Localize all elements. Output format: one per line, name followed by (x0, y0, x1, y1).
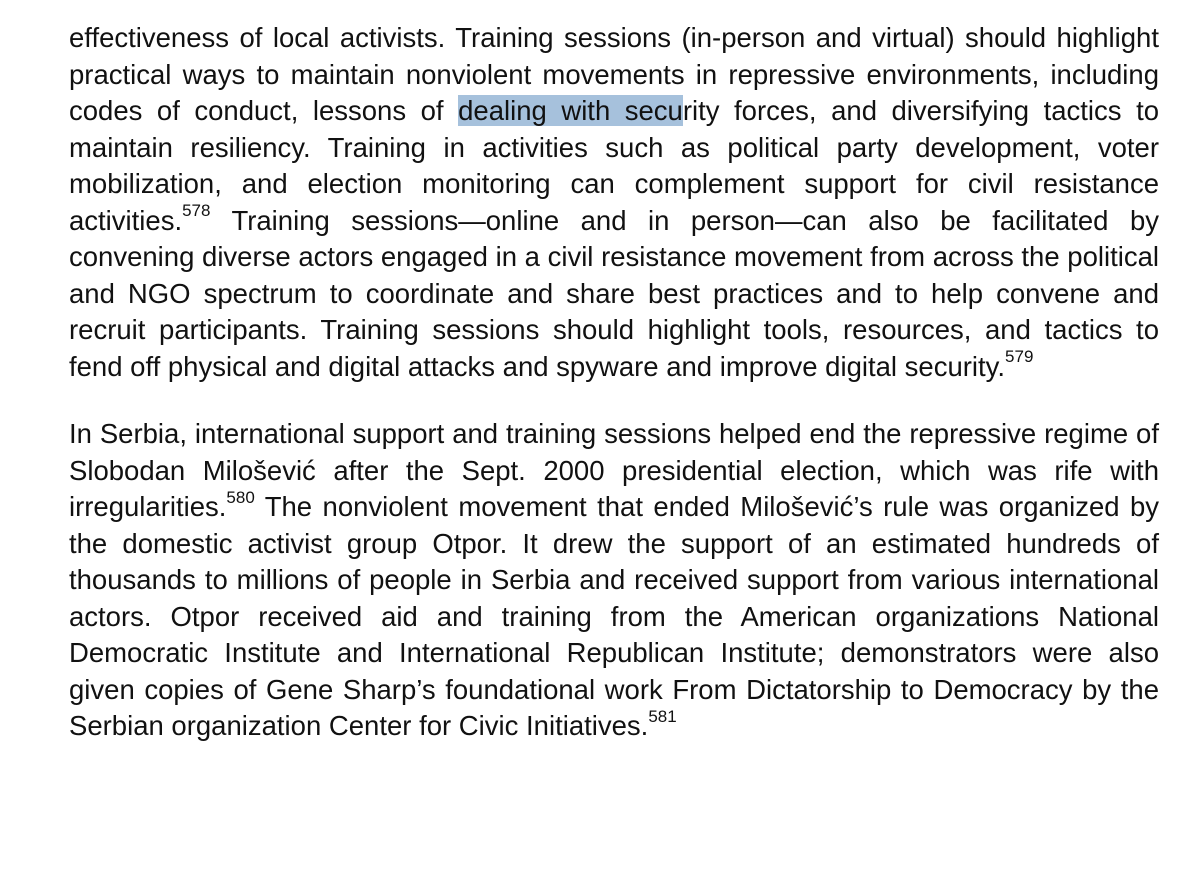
paragraph-serbia (69, 416, 1159, 745)
selected-text[interactable]: dealing with secu (458, 95, 683, 126)
footnote-ref-579[interactable]: 579 (1005, 347, 1034, 367)
text-span: rity forces, and diversifying tactics to maintain resiliency. Training in activities such as political party development, voter mobilization, and election monitoring can complement support for civil resistance activities. (69, 95, 1159, 236)
footnote-ref-578[interactable]: 578 (182, 201, 211, 221)
text-span: The nonviolent movement that ended Milošević’s rule was organized by the domestic activist group Otpor. It drew the support of an estimated hundreds of thousands to millions of people in Serbia and received support from various international actors. Otpor received aid and training from the American organizations National Democratic Institute and International Republican Institute; demonstrators were also given copies of Gene Sharp’s foundational work From Dictatorship to Democracy by the Serbian organization Center for Civic Initiatives. (69, 491, 1159, 741)
text-span: effectiveness of local activists. Training sessions (in-person and virtual) should highlight practical ways to maintain nonviolent movements in repressive environments, including codes of conduct, lessons of (69, 22, 1159, 126)
document-page (69, 20, 1159, 745)
text-span: Training sessions—online and in person—can also be facilitated by convening diverse actors engaged in a civil resistance movement from across the political and NGO spectrum to coordinate and share best practices and to help convene and recruit participants. Training sessions should highlight tools, resources, and tactics to fend off physical and digital attacks and spyware and improve digital security. (69, 204, 1159, 382)
footnote-ref-580[interactable]: 580 (226, 487, 255, 507)
text-span: In Serbia, international support and training sessions helped end the repressive regime of Slobodan Milošević after the Sept. 2000 presidential election, which was rife with irregularities. (69, 418, 1159, 522)
footnote-ref-581[interactable]: 581 (648, 706, 677, 726)
paragraph-training (69, 20, 1159, 385)
